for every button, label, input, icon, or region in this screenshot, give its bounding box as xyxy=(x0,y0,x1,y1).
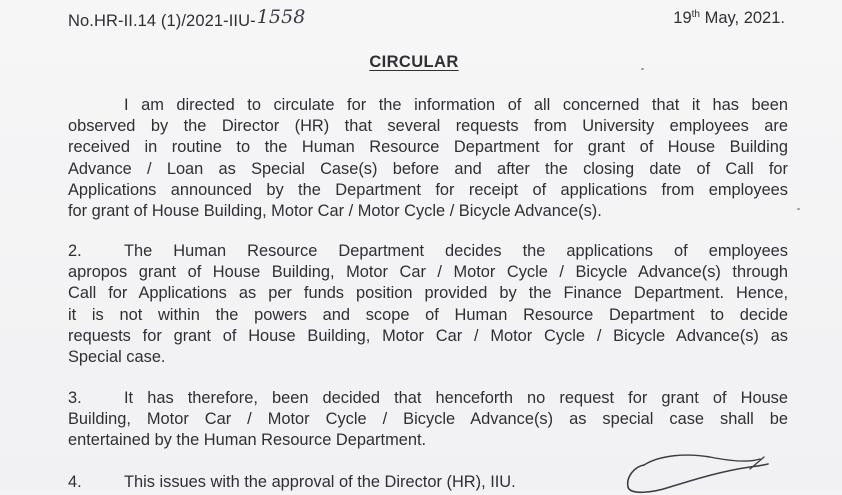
date-suffix: th xyxy=(691,9,700,20)
paragraph-2 xyxy=(68,241,788,368)
reference-prefix: No.HR-II.14 (1)/2021-IIU- xyxy=(68,12,256,30)
paragraph-1 xyxy=(68,95,788,222)
paragraph-line: apropos grant of House Building, Motor Car / Motor Cycle / Bicycle Advance(s) through xyxy=(68,263,788,282)
paragraph-line: Special case. xyxy=(68,348,166,367)
handwritten-signature xyxy=(600,447,780,495)
document-title: CIRCULAR xyxy=(369,53,459,71)
paragraph-number: 4. xyxy=(68,473,82,491)
paragraph-line: observed by the Director (HR) that several requests from University employees are xyxy=(68,117,788,136)
paragraph-line: This issues with the approval of the Director (HR), IIU. xyxy=(124,473,516,491)
paragraph-line: The Human Resource Department decides the applications of employees xyxy=(124,242,788,260)
reference-number xyxy=(68,6,306,31)
paragraph-3 xyxy=(68,388,788,452)
paragraph-number: 3. xyxy=(68,389,82,407)
date-day: 19 xyxy=(673,9,692,27)
paragraph-line: for grant of House Building, Motor Car / Motor Cycle / Bicycle Advance(s). xyxy=(68,202,602,221)
paragraph-line: Building, Motor Car / Motor Cycle / Bicycle Advance(s) as special case shall be xyxy=(68,410,788,429)
paragraph-number: 2. xyxy=(68,242,82,260)
paragraph-line: requests for grant of House Building, Motor Car / Motor Cycle / Bicycle Advance(s) as xyxy=(68,326,788,345)
scan-speck xyxy=(797,208,800,210)
paragraph-first-line xyxy=(68,241,788,262)
circular-date xyxy=(673,9,785,28)
paragraph-line: Applications announced by the Department for receipt of applications from employees xyxy=(68,180,788,199)
paragraph-line: it is not within the powers and scope of Human Resource Department to decide xyxy=(68,305,788,324)
paragraph-line: entertained by the Human Resource Department. xyxy=(68,431,427,450)
paragraph-first-line xyxy=(68,388,788,409)
paragraph-line: It has therefore, been decided that henceforth no request for grant of House xyxy=(124,389,788,407)
date-month-year: May, 2021. xyxy=(700,9,785,27)
paragraph-line: Call for Applications as per funds position provided by the Finance Department. Hence, xyxy=(68,284,788,303)
scan-speck xyxy=(641,68,644,70)
paragraph-line: I am directed to circulate for the information of all concerned that it has been xyxy=(124,96,788,114)
handwritten-reference-number: 1558 xyxy=(256,6,306,28)
paragraph-line: received in routine to the Human Resource Department for grant of House Building xyxy=(68,138,788,157)
paragraph-line: Advance / Loan as Special Case(s) before and after the closing date of Call for xyxy=(68,159,788,178)
